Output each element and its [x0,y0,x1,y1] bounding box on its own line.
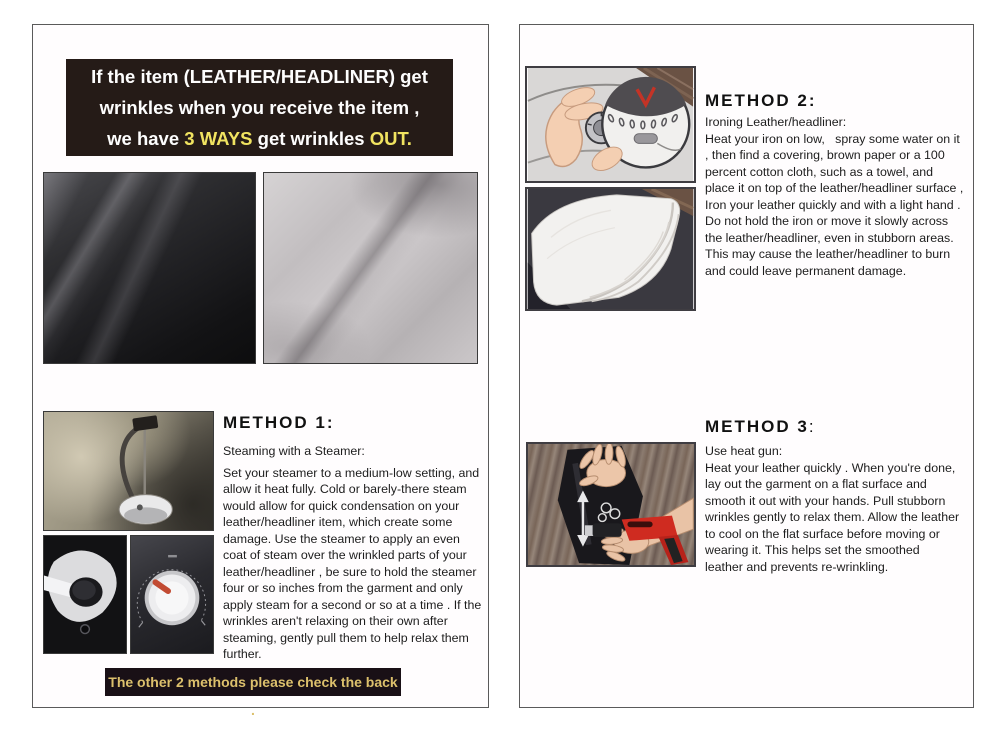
iron-dial-drawing [527,68,694,181]
nozzle-illustration [44,536,126,653]
steamer-nozzle-photo [43,535,127,654]
text-line: leather and prevents re-wrinkling. [705,559,889,574]
text-line: Ironing Leather/headliner: [705,115,847,129]
text-line: leather/headliner , be sure to hold the steamer [223,564,477,579]
banner-line3-text2: get wrinkles [252,128,370,149]
steamer-illustration [44,412,213,530]
left-page-panel [32,24,489,718]
text-line: apply steam for a second or so at a time . If the [223,597,482,612]
method3-section [705,417,977,575]
wrinkled-leather-photo [43,172,256,364]
text-line: , then find a covering, brown paper or a 100 [705,148,945,162]
towel-drawing [527,189,694,309]
method2-paragraph [705,114,977,279]
text-line: would allow for quick condensation on your [223,498,460,513]
text-line: lay out the garment on a flat surface and [705,477,927,491]
wrinkled-headliner-photo [263,172,478,364]
method1-paragraph [223,443,491,663]
banner-highlight-out: OUT. [369,128,412,149]
text-line: Set your steamer to a medium-low setting, and [223,465,480,480]
method3-heading-colon: : [808,417,814,436]
dial-illustration [131,536,213,653]
garment-steamer-photo [43,411,214,531]
method1-section [223,413,491,663]
banner-line-3 [66,123,453,154]
text-line: percent cotton cloth, such as a towel, and [705,164,933,179]
text-line: allow it heat fully. Cold or barely-there steam [223,482,467,496]
text-line: Use heat gun: [705,444,783,458]
text-line: smooth it out with your hands. Pull stubborn [705,493,946,508]
text-line: Steaming with a Steamer: [223,444,365,458]
title-banner [66,59,453,156]
banner-line3-text: we have [107,128,185,149]
banner-line-1: If the item (LEATHER/HEADLINER) get [91,66,428,87]
banner-highlight-3ways: 3 WAYS [184,128,253,149]
text-line: Heat your iron on low, spray some water on it [705,131,960,146]
right-page-panel [519,24,974,708]
text-line: This may cause the leather/headliner to burn [705,247,951,261]
method3-heading [705,417,977,437]
back-side-note: The other 2 methods please check the back . [105,668,401,696]
steamer-dial-photo [130,535,214,654]
method2-section [705,91,977,279]
text-line: Heat your leather quickly . When you're done, [705,460,956,475]
text-line: wrinkles gently to relax them. Allow the leather [705,510,960,524]
text-line: wrinkles aren't relaxing on their own after [223,614,448,628]
text-line: coat of steam over the wrinkled parts of your [223,548,467,562]
iron-dial-illustration [525,66,696,183]
text-line: wearing it. This helps set the smoothed [705,543,920,557]
text-line: to cool on the flat surface before moving or [705,526,940,541]
text-line: steaming, gently pull them to help relax them [223,630,469,645]
text-line: place it on top of the leather/headliner surface , [705,181,964,195]
towel-illustration [525,187,696,311]
method3-paragraph [705,443,977,575]
method1-heading: METHOD 1: [223,413,335,432]
text-line: Iron your leather quickly and with a light hand . [705,197,961,212]
heat-gun-photo [526,442,696,567]
method3-heading-text: METHOD 3 [705,417,809,436]
heat-gun-drawing [528,444,694,565]
text-line: Do not hold the iron or move it slowly across [705,214,949,228]
text-line: damage. Use the steamer to apply an even [223,531,460,546]
text-line: leather/headliner item, which create some [223,515,453,529]
text-line: further. [223,647,262,661]
text-line: the leather/headliner, even in stubborn areas. [705,230,954,245]
text-line: and could leave permanent damage. [705,263,907,278]
method2-heading: METHOD 2: [705,91,817,110]
text-line: four or so inches from the garment and only [223,581,463,595]
banner-line-2: wrinkles when you receive the item , [99,97,420,118]
